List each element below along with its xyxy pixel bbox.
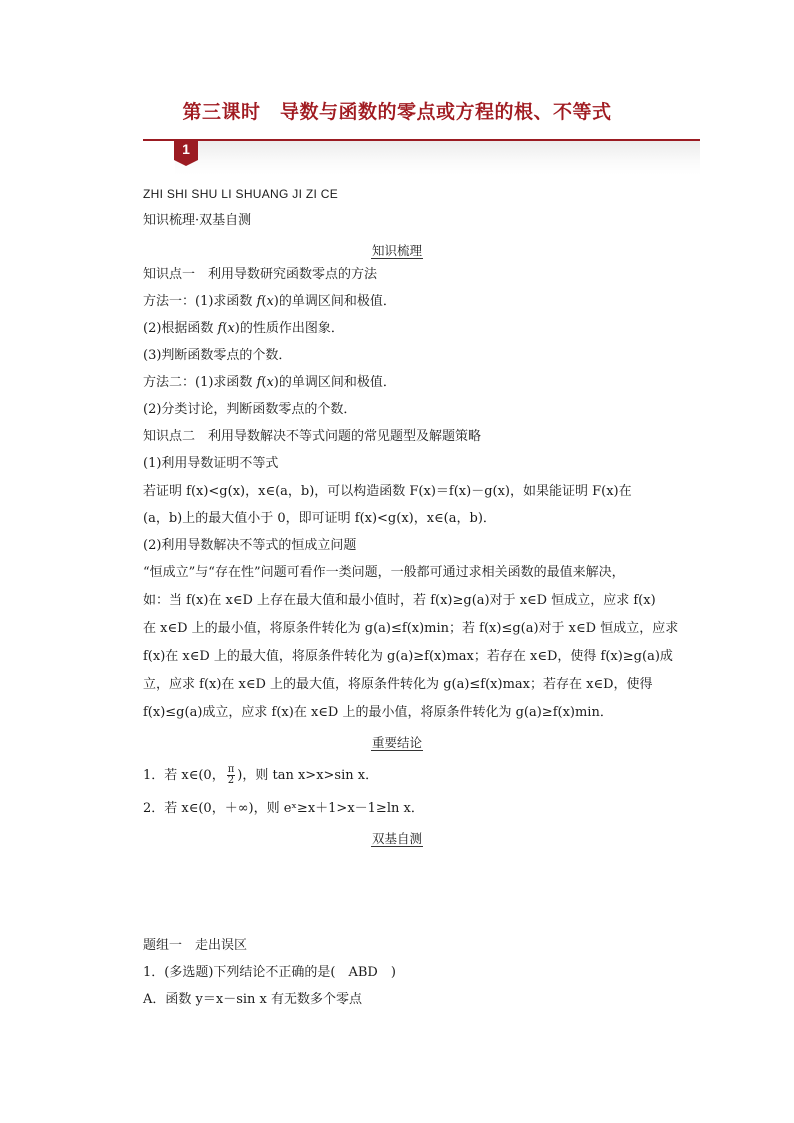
heading-knowledge-text: 知识梳理 [371, 243, 422, 258]
k2-p2-line6: f(x)≤g(a)成立，应求 f(x)在 x∈D 上的最小值，将原条件转化为 g(a)≥f(x)min． [143, 705, 613, 720]
k2-p1-line2: (a，b)上的最大值小于 0，即可证明 f(x)<g(x)，x∈(a，b)． [143, 511, 496, 526]
k1-title: 知识点一 利用导数研究函数零点的方法 [143, 267, 378, 282]
badge-number: 1 [182, 141, 190, 157]
exercise-option-a: A．函数 y＝x－sin x 有无数多个零点 [143, 992, 362, 1007]
header-band [175, 141, 700, 175]
k1-method1-step3: (3)判断函数零点的个数． [143, 348, 292, 363]
k1-method2-step1: 方法二：(1)求函数 f(x)的单调区间和极值． [143, 375, 396, 390]
heading-knowledge [0, 241, 794, 259]
fraction-denominator: 2 [227, 775, 235, 786]
exercise-group-title: 题组一 走出误区 [143, 938, 248, 953]
heading-conclusions-text: 重要结论 [371, 735, 422, 750]
k2-p1-line1: 若证明 f(x)<g(x)，x∈(a，b)，可以构造函数 F(x)＝f(x)－g(x)，如果能证明 F(x)在 [143, 484, 632, 499]
k1-method2-step2: (2)分类讨论，判断函数零点的个数． [143, 402, 357, 417]
title-rule [143, 139, 700, 141]
page-title: 第三课时 导数与函数的零点或方程的根、不等式 [182, 101, 612, 123]
k2-p2-line3: 在 x∈D 上的最小值，将原条件转化为 g(a)≤f(x)min；若 f(x)≤g(a)对于 x∈D 恒成立，应求 [143, 621, 679, 636]
heading-conclusions [0, 733, 794, 751]
conclusion-2: 2．若 x∈(0，＋∞)，则 eˣ≥x＋1>x－1≥ln x． [143, 801, 424, 816]
k2-p2-line5: 立，应求 f(x)在 x∈D 上的最大值，将原条件转化为 g(a)≤f(x)max；若存在 x∈D，使得 [143, 677, 653, 692]
conclusion-1-post: )，则 tan x>x>sin x． [237, 768, 379, 783]
k1-m1b-tail: 的性质作出图象． [239, 321, 344, 336]
k1-m2a-tail: 的单调区间和极值． [278, 375, 396, 390]
conclusion-1 [143, 765, 703, 787]
k1-method1-step2: (2)根据函数 f(x)的性质作出图象． [143, 321, 344, 336]
section-pinyin: ZHI SHI SHU LI SHUANG JI ZI CE [143, 187, 339, 201]
k2-p2-line1: “恒成立”与“存在性”问题可看作一类问题，一般都可通过求相关函数的最值来解决， [143, 565, 625, 580]
k1-m1b-text: (2)根据函数 [143, 321, 218, 336]
exercise-question-1: 1．(多选题)下列结论不正确的是( ABD ) [143, 965, 396, 980]
section-badge [174, 139, 198, 166]
k1-m1a-text: 方法一：(1)求函数 [143, 294, 257, 309]
k1-m2a-text: 方法二：(1)求函数 [143, 375, 257, 390]
k2-p2-line2: 如：当 f(x)在 x∈D 上存在最大值和最小值时，若 f(x)≥g(a)对于 x∈D 恒成立，应求 f(x) [143, 593, 656, 608]
k2-title: 知识点二 利用导数解决不等式问题的常见题型及解题策略 [143, 429, 482, 444]
pi-over-2-fraction [227, 765, 236, 786]
k1-method1-step1: 方法一：(1)求函数 f(x)的单调区间和极值． [143, 294, 396, 309]
k2-p2-line4: f(x)在 x∈D 上的最大值，将原条件转化为 g(a)≥f(x)max；若存在 x∈D，使得 f(x)≥g(a)成 [143, 649, 673, 664]
heading-selftest [0, 829, 794, 847]
fraction-numerator: π [227, 764, 235, 775]
section-subtitle: 知识梳理·双基自测 [143, 213, 252, 228]
k2-sub1: (1)利用导数证明不等式 [143, 456, 279, 471]
k2-sub2: (2)利用导数解决不等式的恒成立问题 [143, 538, 357, 553]
k1-m1a-tail: 的单调区间和极值． [278, 294, 396, 309]
conclusion-1-pre: 1．若 x∈(0， [143, 768, 225, 783]
heading-selftest-text: 双基自测 [371, 831, 422, 846]
